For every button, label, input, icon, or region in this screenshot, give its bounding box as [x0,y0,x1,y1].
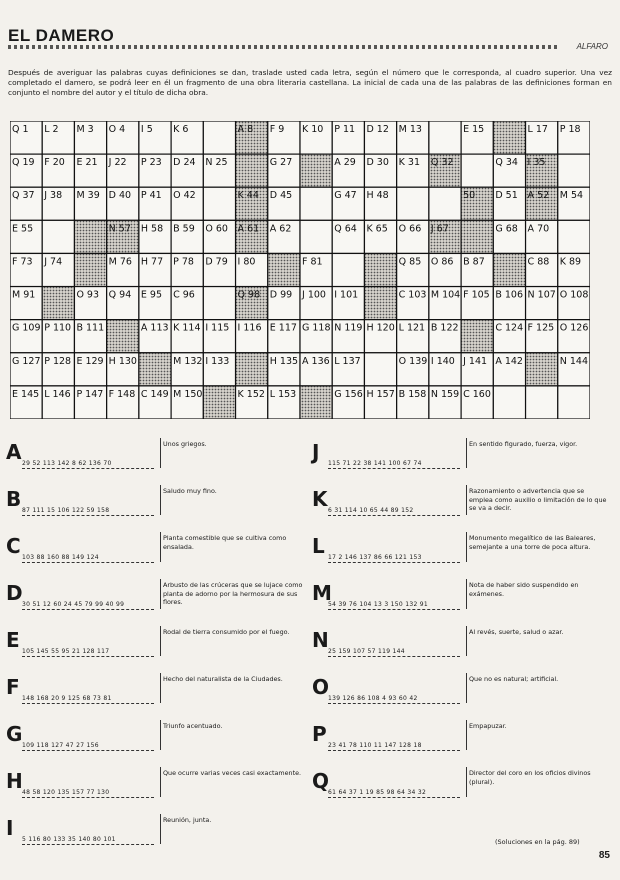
grid-cell-label: K 44 [237,190,259,202]
grid-cell-label: F 81 [302,256,323,268]
grid-cell-label: Q 19 [12,157,35,169]
grid-cell-label: A 52 [527,190,550,202]
clue-bracket [462,532,467,562]
grid-cell-shaded [268,253,300,286]
grid-cell [558,386,590,419]
clue-l [312,532,612,580]
clue-letter: Q [312,769,330,793]
grid-cell-label: P 18 [559,124,581,135]
clue-bracket [156,673,161,703]
clue-numbers: 105 145 55 95 21 128 117 [22,648,110,655]
grid-cell-label: L 17 [527,124,548,135]
clue-definition: Que ocurre varias veces casi exactamente. [163,769,302,777]
clue-numbers: 5 116 80 133 35 140 80 101 [22,836,116,843]
grid-cell [203,287,235,320]
clue-definition: Arbusto de las crúceras que se lujace como planta de adorno por la hermosura de sus flores. [163,581,303,606]
damero-title: EL DAMERO [8,26,115,45]
clue-letter: F [6,675,20,699]
grid-cell-label: O 126 [559,322,589,334]
grid-cell-label: I 116 [237,322,262,334]
grid-cell-label: A 142 [495,355,523,367]
grid-cell [493,386,525,419]
grid-cell-label: E 55 [12,223,34,235]
grid-cell [300,187,332,220]
grid-cell-shaded [74,253,106,286]
clue-bracket [156,720,161,750]
grid-cell-label: I 101 [334,289,359,301]
clue-letter: N [312,628,329,652]
clue-numbers: 48 58 120 135 157 77 130 [22,789,110,796]
grid-cell-label: N 57 [108,223,131,235]
grid-cell-label: Q 94 [108,289,132,301]
grid-cell-label: C 124 [495,322,524,334]
clue-bracket [462,673,467,703]
grid-cell-label: E 21 [76,157,98,169]
grid-cell-label: H 135 [269,355,299,367]
grid-cell-label: O 60 [205,223,228,235]
grid-cell-label: D 99 [269,289,293,301]
grid-cell-label: J 67 [430,223,449,235]
grid-cell-label: I 115 [205,322,230,334]
clue-numbers: 23 41 78 110 11 147 128 18 [328,742,422,749]
clue-b [6,485,306,533]
grid-cell-label: J 100 [302,289,326,301]
grid-cell-label: P 128 [44,355,72,367]
grid-cell-label: E 15 [463,124,485,135]
grid-cell-label: H 58 [140,223,164,235]
grid-cell-label: E 95 [140,289,163,301]
grid-cell-label: O 4 [108,124,126,135]
grid-cell-label: B 87 [463,256,485,268]
clue-letter: M [312,581,332,605]
clue-j [312,438,612,486]
clue-letter: K [312,487,328,511]
grid-cell-label: J 74 [44,256,63,268]
grid-cell-label: O 108 [559,289,589,301]
grid-cell-label: F 73 [12,256,33,268]
grid-cell-label: H 48 [366,190,389,202]
grid-cell-shaded [364,287,396,320]
grid-cell-label: K 114 [173,322,201,334]
clue-numbers: 139 126 86 108 4 93 60 42 [328,695,418,702]
grid-cell-label: C 149 [140,388,169,400]
grid-cell-label: E 117 [269,322,297,334]
clue-letter: P [312,722,327,746]
grid-cell-label: D 30 [366,157,389,169]
grid-cell-shaded [74,220,106,253]
grid-cell-label: O 93 [76,289,100,301]
clue-bracket [156,532,161,562]
clue-numbers: 29 52 113 142 8 62 136 70 [22,460,112,467]
grid-cell-shaded [493,121,525,154]
grid-cell-label: Q 98 [237,289,261,301]
grid-cell-label: I 133 [205,355,230,367]
grid-cell-label: Q 1 [12,124,29,135]
clue-numbers: 103 88 160 88 149 124 [22,554,99,561]
clue-m [312,579,612,627]
grid-cell-label: C 103 [398,289,427,301]
clue-i [6,814,306,862]
grid-cell-label: O 86 [430,256,454,268]
grid-cell [397,187,429,220]
grid-cell-label: E 129 [76,355,104,367]
grid-cell [203,121,235,154]
clue-h [6,767,306,815]
grid-cell [558,220,590,253]
clue-letter: O [312,675,330,699]
clue-numbers: 115 71 22 38 141 100 67 74 [328,460,422,467]
grid-cell-label: O 66 [398,223,422,235]
grid-cell-label: D 45 [269,190,293,202]
clue-bracket [462,720,467,750]
solution-note: (Soluciones en la pág. 89) [495,838,580,846]
grid-cell-label: B 158 [398,388,427,400]
grid-cell-label: N 25 [205,157,228,169]
grid-cell-shaded [493,253,525,286]
clue-letter: B [6,487,22,511]
grid-cell-label: Q 64 [334,223,357,235]
grid-cell-label: P 147 [76,388,104,400]
clue-definition: Rodal de tierra consumido por el fuego. [163,628,290,636]
title-rule [8,45,560,49]
grid-cell-label: J 22 [108,157,127,169]
grid-cell-shaded [300,154,332,187]
clue-bracket [156,626,161,656]
grid-cell-label: O 139 [398,355,428,367]
clue-e [6,626,306,674]
grid-cell-label: M 3 [76,124,94,135]
grid-cell-label: H 157 [366,388,395,400]
grid-cell-label: M 91 [12,289,36,301]
clue-p [312,720,612,768]
grid-cell-label: A 70 [527,223,550,235]
grid-cell-shaded [42,287,74,320]
grid-cell-label: G 109 [12,322,41,334]
clue-c [6,532,306,580]
grid-cell-label: G 156 [334,388,363,400]
grid-cell-label: F 9 [269,124,285,135]
grid-cell-label: B 122 [430,322,459,334]
clue-letter: H [6,769,23,793]
grid-cell-label: D 40 [108,190,132,202]
grid-cell-shaded [300,386,332,419]
grid-cell-label: N 144 [559,355,589,367]
grid-cell-label: F 125 [527,322,555,334]
clue-definition: Razonamiento o advertencia que se emplea como auxilio o limitación de lo que se va a decir. [469,487,607,512]
clue-bracket [156,767,161,797]
grid-cell-label: C 88 [527,256,550,268]
grid-cell-label: L 146 [44,388,71,400]
puzzle-grid [10,121,590,419]
grid-cell-label: Q 37 [12,190,35,202]
grid-cell-label: L 153 [269,388,297,400]
clue-bracket [156,814,161,844]
grid-cell-label: P 78 [173,256,194,268]
clue-n [312,626,612,674]
clue-definition: Director del coro en los oficios divinos (plural). [469,769,591,786]
grid-cell-label: L 137 [334,355,361,367]
grid-cell-label: K 10 [302,124,324,135]
grid-cell-label: A 113 [140,322,169,334]
grid-cell-label: C 96 [173,289,195,301]
clue-numbers: 25 159 107 57 119 144 [328,648,405,655]
clue-definition: Reunión, junta. [163,816,212,824]
grid-cell-label: K 65 [366,223,388,235]
clue-definition: En sentido figurado, fuerza, vigor. [469,440,578,448]
clue-bracket [462,485,467,515]
grid-cell-shaded [203,386,235,419]
clue-definition: Que no es natural; artificial. [469,675,559,683]
clue-bracket [462,438,467,468]
grid-cell [429,121,461,154]
grid-cell-label: M 13 [398,124,422,135]
clue-definition: Unos griegos. [163,440,207,448]
grid-cell-label: I 5 [140,124,153,135]
clue-bracket [462,767,467,797]
grid-cell-label: C 160 [463,388,491,400]
clue-definition: Nota de haber sido suspendido en exámenes. [469,581,579,598]
grid-cell-label: H 120 [366,322,395,334]
grid-cell [461,154,493,187]
grid-cell-label: P 41 [140,190,162,202]
grid-cell-label: Q 32 [430,157,454,169]
grid-cell-label: N 107 [527,289,556,301]
grid-cell-label: D 51 [495,190,518,202]
grid-cell [42,220,74,253]
grid-cell-label: D 79 [205,256,228,268]
grid-cell-label: K 152 [237,388,265,400]
clue-definition: Empapuzar. [469,722,507,730]
grid-cell-label: B 106 [495,289,524,301]
grid-cell-label: G 47 [334,190,357,202]
grid-cell-label: P 110 [44,322,72,334]
clue-numbers: 54 39 76 104 13 3 150 132 91 [328,601,429,608]
clue-q [312,767,612,815]
grid-cell-label: D 12 [366,124,389,135]
grid-cell-label: H 130 [108,355,137,367]
clue-letter: E [6,628,20,652]
grid-cell-label: K 6 [173,124,189,135]
clue-o [312,673,612,721]
grid-cell-label: A 29 [334,157,356,169]
clue-letter: L [312,534,325,558]
grid-cell-label: O 42 [173,190,196,202]
clue-a [6,438,306,486]
grid-cell-label: H 77 [140,256,164,268]
grid-cell-label: I 140 [430,355,455,367]
grid-cell-shaded [236,353,268,386]
clue-letter: J [312,440,320,464]
clue-bracket [462,626,467,656]
grid-cell [364,353,396,386]
grid-cell-label: M 132 [173,355,203,367]
grid-cell-label: Q 34 [495,157,518,169]
grid-cell-shaded [139,353,171,386]
grid-cell-label: M 150 [173,388,203,400]
grid-cell-label: B 59 [173,223,195,235]
grid-cell-label: N 159 [430,388,460,400]
grid-cell-label: F 105 [463,289,490,301]
clue-numbers: 87 111 15 106 122 59 158 [22,507,110,514]
grid-cell [526,386,558,419]
grid-cell-label: P 11 [334,124,356,135]
grid-cell-label: N 119 [334,322,363,334]
clue-bracket [462,579,467,609]
clue-numbers: 148 168 20 9 125 68 73 81 [22,695,112,702]
clue-definition: Hecho del naturalista de la Ciudades. [163,675,283,683]
grid-cell-label: K 89 [559,256,582,268]
grid-cell-shaded [461,320,493,353]
clue-numbers: 61 64 37 1 19 85 98 64 34 32 [328,789,427,796]
grid-cell-label: G 127 [12,355,41,367]
grid-cell-label: J 38 [44,190,63,202]
grid-svg [10,121,590,419]
grid-cell-label: M 104 [430,289,461,301]
grid-cell-label: B 111 [76,322,105,334]
clue-definition: Al revés, suerte, salud o azar. [469,628,564,636]
clue-numbers: 109 118 127 47 27 156 [22,742,99,749]
grid-cell-label: G 118 [302,322,331,334]
grid-cell-label: L 2 [44,124,59,135]
grid-cell-label: P 23 [140,157,162,169]
grid-cell [558,154,590,187]
clue-definition: Planta comestible que se cultiva como ensalada. [163,534,287,551]
clue-f [6,673,306,721]
grid-cell-label: M 76 [108,256,132,268]
clue-k [312,485,612,533]
grid-cell-shaded [236,154,268,187]
clue-definition: Monumento megalítico de las Baleares, semejante a una torre de poca altura. [469,534,596,551]
grid-cell-label: F 148 [108,388,136,400]
clue-definition: Triunfo acentuado. [163,722,223,730]
clue-bracket [156,438,161,468]
clue-bracket [156,485,161,515]
grid-cell-shaded [364,253,396,286]
grid-cell-label: D 24 [173,157,196,169]
grid-cell-label: A 62 [269,223,292,235]
clue-letter: C [6,534,21,558]
grid-cell-label: I 80 [237,256,256,268]
grid-cell-label: A 61 [237,223,260,235]
grid-cell-label: K 31 [398,157,421,169]
grid-cell-label: J 141 [463,355,488,367]
grid-cell-label: L 121 [398,322,426,334]
clue-numbers: 6 31 114 10 65 44 89 152 [328,507,414,514]
grid-cell-label: F 20 [44,157,65,169]
clue-letter: G [6,722,23,746]
grid-cell-label: G 68 [495,223,518,235]
clue-numbers: 30 51 12 60 24 45 79 99 40 99 [22,601,125,608]
grid-cell-label: I 35 [527,157,546,169]
grid-cell [203,187,235,220]
grid-cell-shaded [461,220,493,253]
grid-cell-label: M 39 [76,190,100,202]
grid-cell-label: A 8 [237,124,254,135]
clue-g [6,720,306,768]
grid-cell [332,253,364,286]
clue-bracket [156,579,161,609]
grid-cell-label: 50 [463,190,476,202]
grid-cell-label: A 136 [302,355,330,367]
grid-cell-shaded [526,353,558,386]
clue-letter: D [6,581,23,605]
grid-cell-label: G 27 [269,157,293,169]
clue-definition: Saludo muy fino. [163,487,217,495]
grid-cell-label: M 54 [559,190,584,202]
clue-letter: I [6,816,14,840]
grid-cell-label: Q 85 [398,256,422,268]
grid-cell [300,220,332,253]
clue-letter: A [6,440,22,464]
grid-cell-label: E 145 [12,388,40,400]
intro-text: Después de averiguar las palabras cuyas definiciones se dan, traslade usted cada letra, según el número que le corresponda, al cuadro superior. Una vez completado el damero, se podrá leer en él un fragmento de una obra literaria castellana. La inicial de cada una de las palabras de las definiciones forman en conjunto el nombre del autor y el título de dicha obra. [8,68,612,97]
page-number: 85 [598,850,610,861]
grid-cell [429,187,461,220]
clue-numbers: 17 2 146 137 86 66 121 153 [328,554,422,561]
clue-d [6,579,306,627]
author-name: ALFARO [576,42,608,51]
grid-cell-shaded [107,320,139,353]
